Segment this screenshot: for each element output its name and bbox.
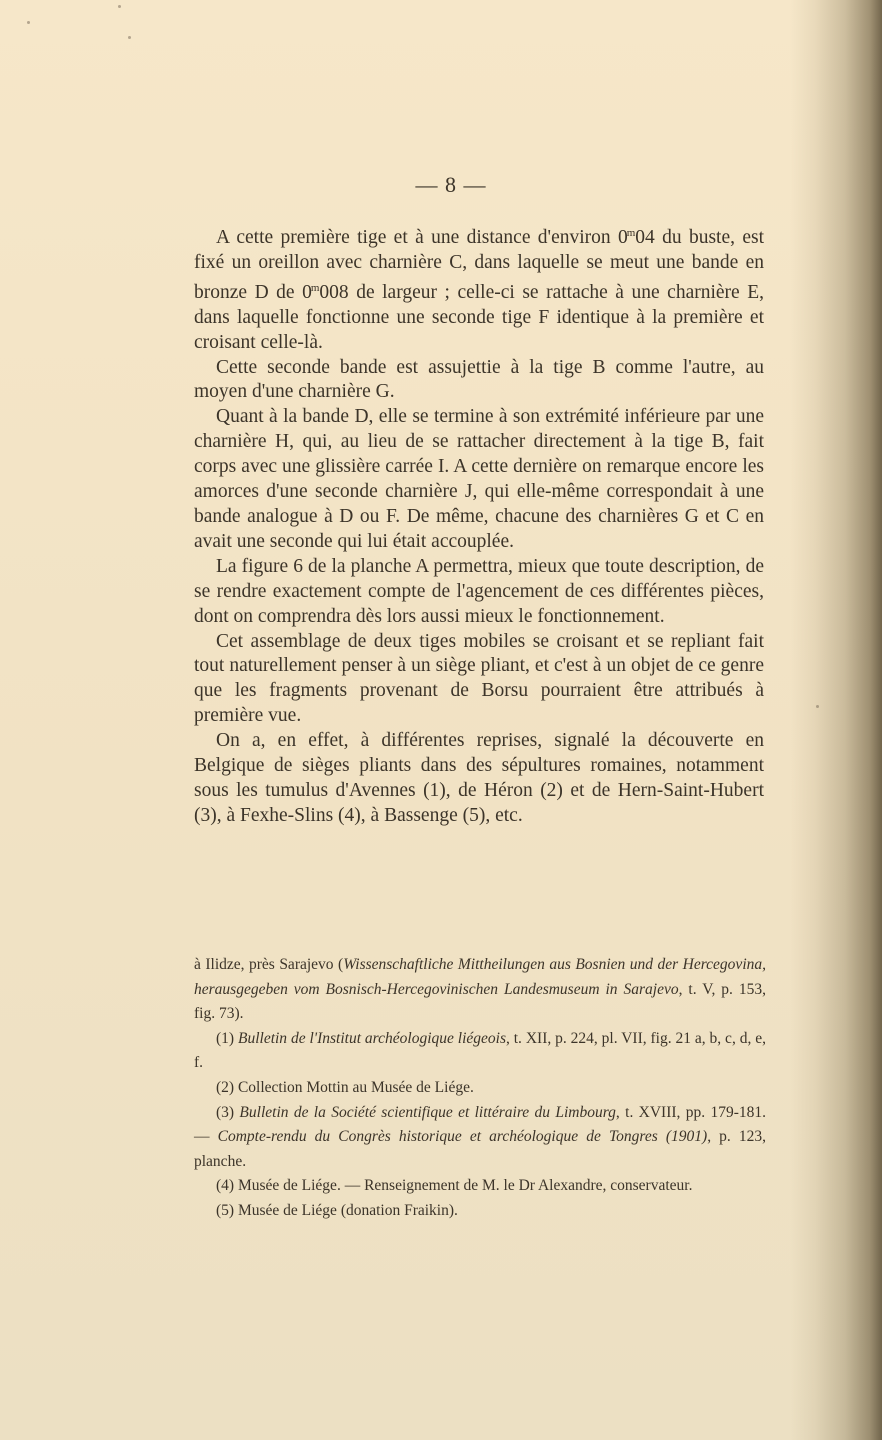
paragraph: Cette seconde bande est assujettie à la tige B comme l'autre, au moyen d'une charnière G. bbox=[194, 356, 764, 403]
footnote-marker: (3) bbox=[216, 1103, 235, 1121]
paragraph: A cette première tige et à une distance d'environ 0$^m$04 du buste, est fixé un oreillon avec charnière C, dans laquelle se meut une bande en bronze D de 0$^m$008 de largeur ; celle-ci se rattache à une charnière E, dans laquelle fonctionne une seconde tige F identique à la première et croisant celle-là. bbox=[194, 227, 765, 353]
paragraph: Cet assemblage de deux tiges mobiles se croisant et se repliant fait tout naturellement penser à un siège pliant, et c'est à un objet de ce genre que les fragments provenant de Borsu pourraient être attribués à première vue. bbox=[194, 630, 764, 727]
main-text bbox=[194, 221, 764, 829]
footnote: (5) Musée de Liége (donation Fraikin). bbox=[216, 1201, 458, 1219]
paper-speck bbox=[128, 36, 131, 39]
page-number: — 8 — bbox=[415, 172, 487, 197]
footnotes bbox=[194, 953, 766, 1224]
footnote: (1) Bulletin de l'Institut archéologique liégeois, t. XII, p. 224, pl. VII, fig. 21 a, b, c, d, e, f. bbox=[194, 1029, 766, 1072]
unit-superscript: m bbox=[626, 227, 636, 239]
footnote-marker: (2) bbox=[216, 1078, 235, 1096]
paragraph: Quant à la bande D, elle se termine à son extrémité inférieure par une charnière H, qui, au lieu de se rattacher directement à la tige B, fait corps avec une glissière carrée I. A cette dernière on remarque encore les amorces d'une seconde charnière J, qui elle-même correspondait à une bande analogue à D ou F. De même, chacune des charnières G et C en avait une seconde qui lui était accouplée. bbox=[194, 406, 764, 552]
footnote: (3) Bulletin de la Société scientifique et littéraire du Limbourg, t. XVIII, pp. 179-181. — Compte-rendu du Congrès historique et archéologique de Tongres (1901), p. 123, planche. bbox=[194, 1103, 767, 1170]
paper-speck bbox=[816, 705, 819, 708]
paper-speck bbox=[27, 21, 30, 24]
paragraph: On a, en effet, à différentes reprises, signalé la découverte en Belgique de sièges pliants dans des sépultures romaines, notamment sous les tumulus d'Avennes (1), de Héron (2) et de Hern-Saint-Hubert (3), à Fexhe-Slins (4), à Bassenge (5), etc. bbox=[194, 730, 764, 826]
footnote-marker: (1) bbox=[216, 1029, 235, 1047]
unit-superscript: m bbox=[310, 281, 320, 294]
paper-speck bbox=[118, 5, 121, 8]
footnote-marker: (4) bbox=[216, 1177, 235, 1195]
footnote: (2) Collection Mottin au Musée de Liége. bbox=[216, 1078, 474, 1096]
footnote-marker: (5) bbox=[216, 1201, 235, 1219]
footnote: (4) Musée de Liége. — Renseignement de M. le Dr Alexandre, conservateur. bbox=[216, 1177, 693, 1195]
paragraph: La figure 6 de la planche A permettra, mieux que toute description, de se rendre exactement compte de l'agencement de ces différentes pièces, dont on comprendra dès lors aussi mieux le fonctionnement. bbox=[194, 555, 764, 627]
footnote-continuation: à Ilidze, près Sarajevo (Wissenschaftliche Mittheilungen aus Bosnien und der Hercegovina, herausgegeben vom Bosnisch-Hercegovinischen Landesmuseum in Sarajevo, t. V, p. 153, fig. 73). bbox=[194, 956, 766, 1023]
